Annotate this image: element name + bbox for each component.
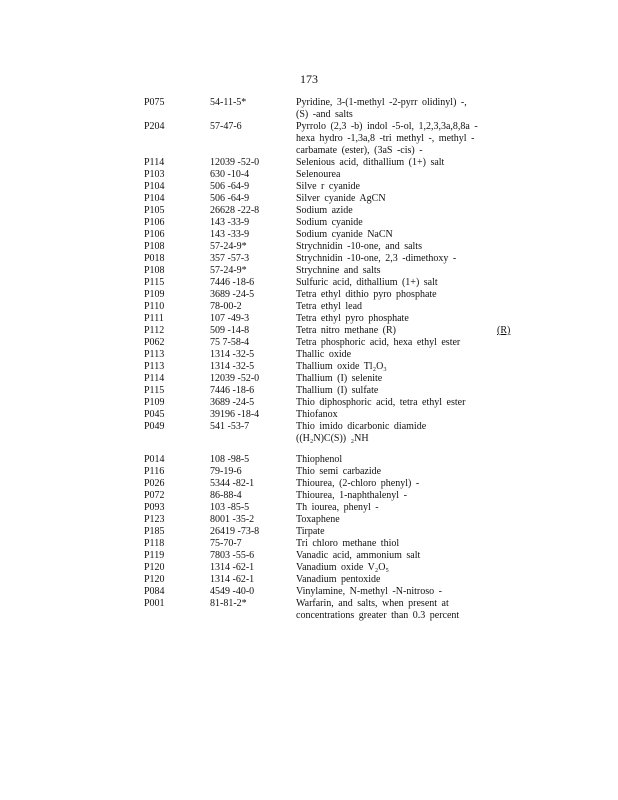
substance-name-line: Silver cyanide AgCN: [296, 193, 386, 204]
substance-name-line: Thallium (I) selenite: [296, 373, 383, 384]
cas-number: 3689 -24-5: [210, 397, 255, 408]
hazardous-waste-code: P112: [144, 325, 165, 336]
substance-name-line: Warfarin, and salts, when present at: [296, 598, 449, 609]
substance-name-line: Strychnidin -10-one, and salts: [296, 241, 422, 252]
cas-number: 630 -10-4: [210, 169, 250, 180]
substance-name: [296, 562, 496, 574]
substance-name: [296, 454, 496, 466]
cas-number: 57-24-9*: [210, 241, 247, 252]
cas-number: 107 -49-3: [210, 313, 250, 324]
substance-name: [296, 181, 496, 193]
substance-name: [296, 514, 496, 526]
table-row: [0, 478, 618, 490]
table-row: [0, 385, 618, 397]
hazardous-waste-code: P111: [144, 313, 164, 324]
substance-name: [296, 157, 496, 169]
hazardous-waste-code: P104: [144, 193, 165, 204]
table-row: [0, 373, 618, 385]
hazardous-waste-code: P001: [144, 598, 165, 609]
table-row: [0, 409, 618, 421]
table-row: [0, 325, 618, 337]
table-row: [0, 205, 618, 217]
cas-number: 7803 -55-6: [210, 550, 255, 561]
table-row: [0, 313, 618, 325]
table-row: [0, 289, 618, 301]
substance-name-line: carbamate (ester), (3aS -cis) -: [296, 145, 423, 156]
page-number: 173: [300, 72, 318, 86]
table-row: [0, 277, 618, 289]
substance-name: [296, 193, 496, 205]
substance-name-line: Th iourea, phenyl -: [296, 502, 379, 513]
substance-name-line: Tirpate: [296, 526, 325, 537]
substance-name: [296, 325, 496, 337]
hazardous-waste-code: P104: [144, 181, 165, 192]
cas-number: 1314 -32-5: [210, 361, 255, 372]
cas-number: 79-19-6: [210, 466, 242, 477]
cas-number: 12039 -52-0: [210, 157, 260, 168]
hazardous-waste-code: P014: [144, 454, 165, 465]
cas-number: 54-11-5*: [210, 97, 247, 108]
substance-name-line: Sodium cyanide: [296, 217, 363, 228]
hazardous-waste-code: P045: [144, 409, 165, 420]
table-row: [0, 121, 618, 157]
table-row: [0, 265, 618, 277]
table-row: [0, 169, 618, 181]
substance-name-line: Tetra ethyl lead: [296, 301, 363, 312]
cas-number: 506 -64-9: [210, 181, 250, 192]
substance-name: [296, 361, 496, 373]
substance-name: [296, 253, 496, 265]
hazardous-waste-code: P114: [144, 157, 165, 168]
hazardous-waste-code: P093: [144, 502, 165, 513]
substance-name: [296, 97, 496, 121]
cas-number: 86-88-4: [210, 490, 242, 501]
table-row: [0, 301, 618, 313]
hazard-code: (R): [497, 325, 511, 336]
hazardous-waste-code: P103: [144, 169, 165, 180]
table-row: [0, 157, 618, 169]
substance-name: [296, 373, 496, 385]
substance-name-line: Silve r cyanide: [296, 181, 360, 192]
substance-name: [296, 205, 496, 217]
substance-name: [296, 241, 496, 253]
cas-number: 81-81-2*: [210, 598, 247, 609]
substance-name: [296, 301, 496, 313]
substance-name-line: Tetra ethyl pyro phosphate: [296, 313, 409, 324]
table-row: [0, 454, 618, 466]
cas-number: 4549 -40-0: [210, 586, 255, 597]
substance-name-line: Thiourea, (2-chloro phenyl) -: [296, 478, 420, 489]
table-row: [0, 217, 618, 229]
hazardous-waste-code: P118: [144, 538, 165, 549]
cas-number: 143 -33-9: [210, 217, 250, 228]
hazardous-waste-code: P115: [144, 385, 165, 396]
hazardous-waste-code: P109: [144, 289, 165, 300]
substance-name-line: Thiophenol: [296, 454, 343, 465]
table-row: [0, 253, 618, 265]
substance-name-line: Toxaphene: [296, 514, 340, 525]
hazardous-waste-code: P075: [144, 97, 165, 108]
hazardous-waste-code: P105: [144, 205, 165, 216]
table-row: [0, 538, 618, 550]
hazardous-waste-code: P106: [144, 229, 165, 240]
cas-number: 78-00-2: [210, 301, 242, 312]
table-row: [0, 421, 618, 445]
table-row: [0, 97, 618, 121]
substance-name-line: Thiofanox: [296, 409, 338, 420]
hazardous-waste-code: P113: [144, 349, 165, 360]
cas-number: 12039 -52-0: [210, 373, 260, 384]
substance-name: [296, 121, 496, 157]
hazardous-waste-code: P110: [144, 301, 165, 312]
hazardous-waste-code: P049: [144, 421, 165, 432]
substance-name-line: Tri chloro methane thiol: [296, 538, 400, 549]
substance-name: [296, 313, 496, 325]
table-row: [0, 181, 618, 193]
substance-name-line: Tetra phosphoric acid, hexa ethyl ester: [296, 337, 461, 348]
substance-name: [296, 421, 496, 445]
hazardous-waste-code: P119: [144, 550, 165, 561]
cas-number: 26419 -73-8: [210, 526, 260, 537]
substance-name: [296, 385, 496, 397]
hazardous-waste-code: P108: [144, 241, 165, 252]
substance-name-line: ((H₂N)C(S)) ₂NH: [296, 433, 369, 444]
substance-name-line: Thio imido dicarbonic diamide: [296, 421, 427, 432]
substance-name-line: Sodium azide: [296, 205, 353, 216]
cas-number: 5344 -82-1: [210, 478, 255, 489]
table-row: [0, 397, 618, 409]
cas-number: 8001 -35-2: [210, 514, 255, 525]
hazardous-waste-code: P116: [144, 466, 165, 477]
substance-name-line: Thio diphosphoric acid, tetra ethyl ester: [296, 397, 466, 408]
substance-name-line: Thallium oxide Tl₂O₃: [296, 361, 387, 372]
cas-number: 1314 -32-5: [210, 349, 255, 360]
cas-number: 108 -98-5: [210, 454, 250, 465]
cas-number: 3689 -24-5: [210, 289, 255, 300]
table-row: [0, 574, 618, 586]
table-row: [0, 598, 618, 622]
substance-name-line: Vanadic acid, ammonium salt: [296, 550, 421, 561]
substance-name-line: Vinylamine, N-methyl -N-nitroso -: [296, 586, 442, 597]
hazardous-waste-code: P123: [144, 514, 165, 525]
substance-name: [296, 478, 496, 490]
substance-name-line: Tetra ethyl dithio pyro phosphate: [296, 289, 437, 300]
substance-name: [296, 466, 496, 478]
substance-name: [296, 550, 496, 562]
substance-name: [296, 289, 496, 301]
cas-number: 541 -53-7: [210, 421, 250, 432]
substance-name-line: Thallium (I) sulfate: [296, 385, 379, 396]
cas-number: 57-24-9*: [210, 265, 247, 276]
chemical-table: [0, 97, 618, 622]
cas-number: 1314 -62-1: [210, 574, 255, 585]
cas-number: 75-70-7: [210, 538, 242, 549]
table-row: [0, 586, 618, 598]
hazardous-waste-code: P106: [144, 217, 165, 228]
substance-name: [296, 217, 496, 229]
substance-name-line: Vanadium pentoxide: [296, 574, 381, 585]
table-row: [0, 550, 618, 562]
cas-number: 7446 -18-6: [210, 385, 255, 396]
hazardous-waste-code: P072: [144, 490, 165, 501]
hazardous-waste-code: P062: [144, 337, 165, 348]
substance-name-line: Thallic oxide: [296, 349, 352, 360]
table-row: [0, 361, 618, 373]
substance-name: [296, 502, 496, 514]
cas-number: 103 -85-5: [210, 502, 250, 513]
table-row: [0, 337, 618, 349]
hazardous-waste-code: P018: [144, 253, 165, 264]
substance-name-line: Sulfuric acid, dithallium (1+) salt: [296, 277, 438, 288]
hazardous-waste-code: P113: [144, 361, 165, 372]
cas-number: 7446 -18-6: [210, 277, 255, 288]
cas-number: 143 -33-9: [210, 229, 250, 240]
table-row: [0, 229, 618, 241]
substance-name: [296, 490, 496, 502]
table-row: [0, 490, 618, 502]
table-row: [0, 193, 618, 205]
table-row: [0, 514, 618, 526]
cas-number: 39196 -18-4: [210, 409, 260, 420]
substance-name: [296, 574, 496, 586]
substance-name: [296, 349, 496, 361]
substance-name: [296, 409, 496, 421]
cas-number: 1314 -62-1: [210, 562, 255, 573]
hazardous-waste-code: P109: [144, 397, 165, 408]
substance-name: [296, 526, 496, 538]
hazardous-waste-code: P185: [144, 526, 165, 537]
substance-name-line: Tetra nitro methane (R): [296, 325, 396, 336]
substance-name-line: Pyridine, 3-(1-methyl -2-pyrr olidinyl) -,: [296, 97, 467, 108]
hazardous-waste-code: P204: [144, 121, 165, 132]
hazardous-waste-code: P114: [144, 373, 165, 384]
substance-name: [296, 397, 496, 409]
hazardous-waste-code: P120: [144, 574, 165, 585]
substance-name-line: Sodium cyanide NaCN: [296, 229, 393, 240]
table-row: [0, 241, 618, 253]
hazardous-waste-code: P026: [144, 478, 165, 489]
substance-name-line: Strychnine and salts: [296, 265, 381, 276]
substance-name-line: concentrations greater than 0.3 percent: [296, 610, 460, 621]
substance-name: [296, 265, 496, 277]
substance-name-line: (S) -and salts: [296, 109, 353, 120]
cas-number: 509 -14-8: [210, 325, 250, 336]
substance-name: [296, 229, 496, 241]
substance-name: [296, 586, 496, 598]
cas-number: 506 -64-9: [210, 193, 250, 204]
substance-name-line: Vanadium oxide V₂O₅: [296, 562, 389, 573]
cas-number: 357 -57-3: [210, 253, 250, 264]
substance-name: [296, 337, 496, 349]
table-row: [0, 526, 618, 538]
substance-name-line: hexa hydro -1,3a,8 -tri methyl -, methyl -: [296, 133, 475, 144]
hazardous-waste-code: P108: [144, 265, 165, 276]
substance-name-line: Thiourea, 1-naphthalenyl -: [296, 490, 407, 501]
table-row: [0, 466, 618, 478]
hazardous-waste-code: P084: [144, 586, 165, 597]
cas-number: 57-47-6: [210, 121, 242, 132]
substance-name: [296, 169, 496, 181]
cas-number: 26628 -22-8: [210, 205, 260, 216]
substance-name-line: Strychnidin -10-one, 2,3 -dimethoxy -: [296, 253, 457, 264]
substance-name-line: Selenourea: [296, 169, 341, 180]
table-row: [0, 502, 618, 514]
substance-name: [296, 538, 496, 550]
table-row: [0, 562, 618, 574]
hazardous-waste-code: P115: [144, 277, 165, 288]
table-row: [0, 349, 618, 361]
hazardous-waste-code: P120: [144, 562, 165, 573]
substance-name: [296, 277, 496, 289]
cas-number: 75 7-58-4: [210, 337, 250, 348]
substance-name: [296, 598, 496, 622]
substance-name-line: Pyrrolo (2,3 -b) indol -5-ol, 1,2,3,3a,8,8a -: [296, 121, 478, 132]
substance-name-line: Thio semi carbazide: [296, 466, 382, 477]
substance-name-line: Selenious acid, dithallium (1+) salt: [296, 157, 445, 168]
